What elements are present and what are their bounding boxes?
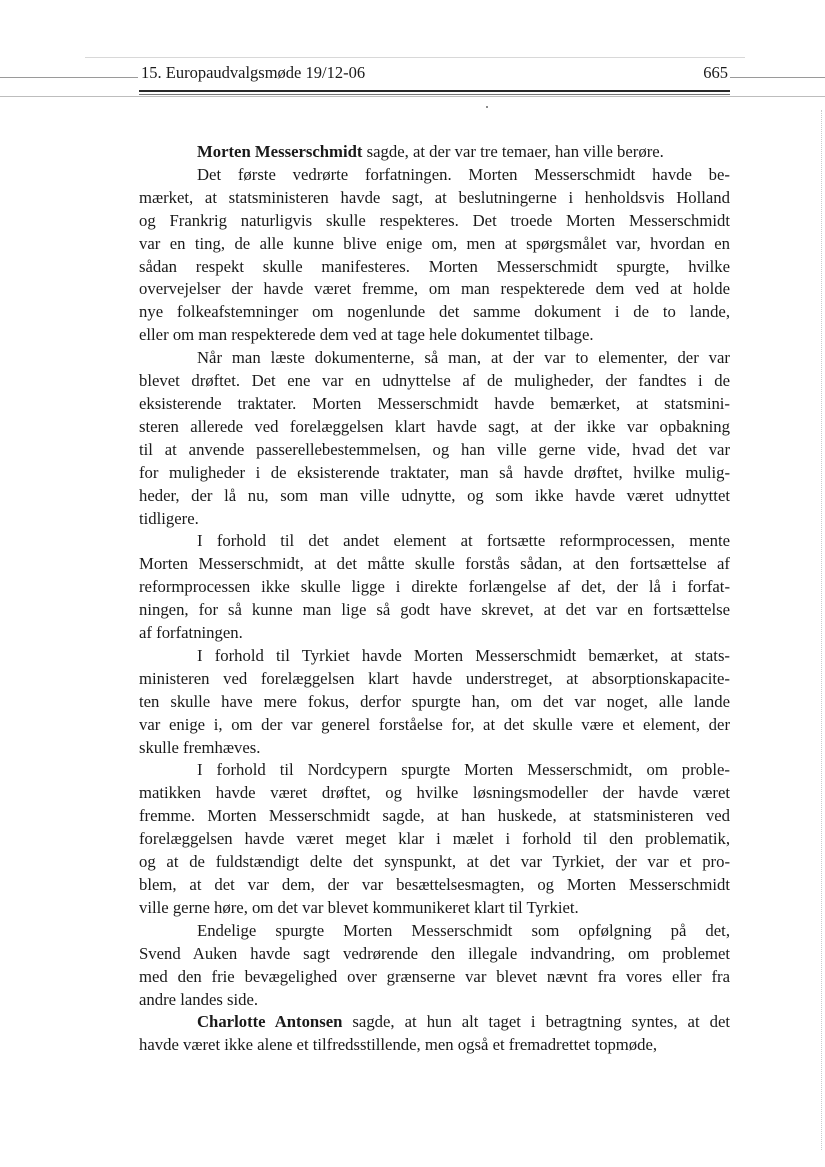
line-text: sagde, at hun alt taget i betragtning syntes, at det [342, 1012, 730, 1032]
scan-artifact-rule [0, 96, 825, 97]
paragraph-line [139, 1011, 730, 1034]
paragraph-line [139, 141, 730, 164]
line-text: forelæggelsen havde været meget klar i mælet i forhold til den problematik, [139, 829, 730, 849]
line-text: ministeren ved forelæggelsen klart havde understreget, at absorptionskapacite- [139, 668, 730, 688]
paragraph-line [139, 920, 730, 943]
paragraph-line [139, 278, 730, 301]
paragraph-line [139, 256, 730, 279]
line-text: Svend Auken havde sagt vedrørende den illegale indvandring, om problemet [139, 943, 730, 963]
paragraph [139, 164, 730, 347]
line-text: matikken havde været drøftet, og hvilke løsningsmodeller der havde været [139, 783, 730, 803]
scan-artifact-line [85, 57, 745, 58]
line-text: heder, der lå nu, som man ville udnytte, og som ikke havde været udnyttet [139, 485, 730, 505]
paragraph-line [139, 393, 730, 416]
paragraph-line [139, 645, 730, 668]
paragraph-line [139, 828, 730, 851]
paragraph-line [139, 439, 730, 462]
scan-edge-artifact [820, 110, 822, 1150]
line-text: ten skulle have mere fokus, derfor spurgte han, om det var noget, alle lande [139, 691, 730, 711]
header-underline [139, 94, 730, 95]
paragraph-line [139, 187, 730, 210]
line-text: andre landes side. [139, 989, 259, 1009]
line-text: til at anvende passerellebestemmelsen, og han ville gerne vide, hvad det var [139, 439, 730, 459]
paragraph-line [139, 782, 730, 805]
paragraph-line [139, 966, 730, 989]
line-text: skulle fremhæves. [139, 737, 261, 757]
line-text: I forhold til Nordcypern spurgte Morten Messerschmidt, om proble- [197, 760, 730, 780]
paragraph-line [139, 668, 730, 691]
paragraph-line [139, 233, 730, 256]
paragraph-line [139, 530, 730, 553]
line-text: steren allerede ved forelæggelsen klart havde sagt, at der ikke var opbakning [139, 416, 730, 436]
paragraph-line [139, 599, 730, 622]
line-text: havde været ikke alene et tilfredsstillende, men også et fremadrettet topmøde, [139, 1035, 658, 1055]
paragraph-line [139, 851, 730, 874]
line-text: mærket, at statsministeren havde sagt, at beslutningerne i henholdsvis Holland [139, 187, 730, 207]
paragraph [139, 530, 730, 645]
line-text: Det første vedrørte forfatningen. Morten Messerschmidt havde be- [197, 164, 730, 184]
paragraph-line [139, 508, 730, 531]
line-text: nye folkeafstemninger om nogenlunde det samme dokument i de to lande, [139, 302, 730, 322]
line-text: sagde, at der var tre temaer, han ville berøre. [362, 142, 664, 161]
paragraph-line [139, 737, 730, 760]
line-text: overvejelser der havde været fremme, om man respekterede dem ved at holde [139, 279, 730, 299]
paragraph-line [139, 759, 730, 782]
line-text: Når man læste dokumenterne, så man, at der var to elementer, der var [197, 348, 730, 368]
paragraph-line [139, 691, 730, 714]
paragraph-line [139, 324, 730, 347]
line-text: reformprocessen ikke skulle ligge i direkte forlængelse af det, der lå i forfat- [139, 577, 730, 597]
paragraph-line [139, 874, 730, 897]
header-rule-right [730, 77, 825, 78]
paragraph-line [139, 897, 730, 920]
paragraph-line [139, 714, 730, 737]
line-text: var enige i, om der var generel forståelse for, at det skulle være et element, der [139, 714, 730, 734]
paragraph [139, 1011, 730, 1057]
paragraph-line [139, 164, 730, 187]
paragraph [139, 759, 730, 919]
line-text: med den frie bevægelighed over grænserne var blevet nævnt fra vores eller fra [139, 966, 730, 986]
page-number: 665 [703, 63, 728, 82]
line-text: Morten Messerschmidt, at det måtte skulle forstås sådan, at den fortsættelse af [139, 554, 730, 574]
paragraph [139, 920, 730, 1012]
paragraph-line [139, 989, 730, 1012]
page-header [139, 62, 730, 92]
paragraph [139, 347, 730, 530]
line-text: eller om man respekterede dem ved at tage hele dokumentet tilbage. [139, 325, 594, 345]
paragraph-line [139, 943, 730, 966]
line-text: Endelige spurgte Morten Messerschmidt som opfølgning på det, [197, 920, 730, 940]
paragraph-line [139, 301, 730, 324]
paragraph-line [139, 805, 730, 828]
line-text: sådan respekt skulle manifesteres. Morten Messerschmidt spurgte, hvilke [139, 256, 730, 276]
line-text: af forfatningen. [139, 623, 243, 643]
line-text: blevet drøftet. Det ene var en udnyttelse af de muligheder, der fandtes i de [139, 371, 730, 391]
paragraph [139, 141, 730, 164]
paragraph-line [139, 416, 730, 439]
line-text: ningen, for så kunne man lige så godt have skrevet, at det var en fortsættelse [139, 600, 730, 620]
paragraph-line [139, 462, 730, 485]
paragraph-line [139, 553, 730, 576]
line-text: for muligheder i de eksisterende traktater, man så havde drøftet, hvilke mulig- [139, 462, 730, 482]
line-text: var en ting, de alle kunne blive enige om, men at spørgsmålet var, hvordan en [139, 233, 730, 253]
paragraph-line [139, 576, 730, 599]
paragraph-line [139, 485, 730, 508]
paragraph-line [139, 347, 730, 370]
line-text: ville gerne høre, om det var blevet kommunikeret klart til Tyrkiet. [139, 897, 579, 917]
line-text: eksisterende traktater. Morten Messerschmidt havde bemærket, at statsmini- [139, 393, 730, 413]
paragraph-line [139, 370, 730, 393]
header-title: 15. Europaudvalgsmøde 19/12-06 [141, 63, 366, 82]
line-text: blem, at det var dem, der var besættelsesmagten, og Morten Messerschmidt [139, 875, 730, 894]
line-text: og Frankrig naturligvis skulle respekteres. Det troede Morten Messerschmidt [139, 210, 730, 230]
header-rule-left [0, 77, 138, 78]
document-body [139, 141, 730, 1057]
paragraph-line [139, 210, 730, 233]
line-text: I forhold til Tyrkiet havde Morten Messerschmidt bemærket, at stats- [197, 645, 730, 665]
line-text: tidligere. [139, 508, 199, 528]
scan-speck [486, 106, 488, 108]
line-text: I forhold til det andet element at fortsætte reformprocessen, mente [197, 531, 730, 551]
paragraph-line [139, 622, 730, 645]
speaker-name: Morten Messerschmidt [197, 142, 363, 161]
line-text: fremme. Morten Messerschmidt sagde, at han huskede, at statsministeren ved [139, 806, 730, 826]
paragraph [139, 645, 730, 760]
line-text: og at de fuldstændigt delte det synspunkt, at det var Tyrkiet, der var et pro- [139, 852, 730, 872]
speaker-name: Charlotte Antonsen [197, 1012, 343, 1032]
paragraph-line [139, 1034, 730, 1057]
